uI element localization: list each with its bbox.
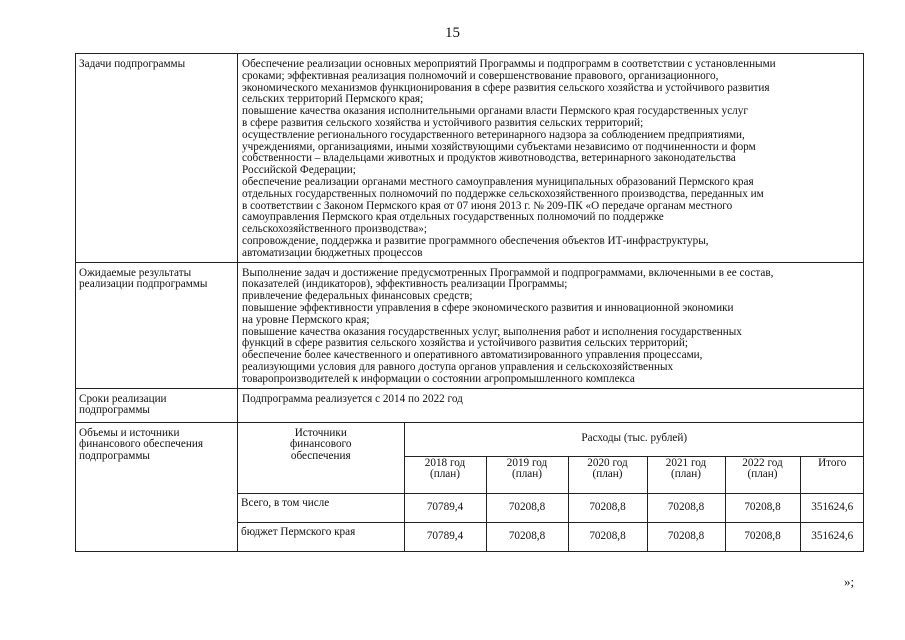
text-line: сроками; эффективная реализация полномочий и совершенствование правового, организационного, [242,69,719,82]
value-cell: 70208,8 [486,493,568,522]
finance-content [238,422,864,551]
text-line: сопровождение, поддержка и развитие программного обеспечения объектов ИТ-инфраструктуры, [242,234,709,247]
text-line: самоуправления Пермского края отдельных государственных полномочий по поддержке [242,211,664,224]
text-line: повышение качества оказания государственных услуг, выполнения работ и исполнения государственных [242,325,742,338]
text-line: сельскохозяйственного производства»; [242,223,427,236]
value-cell: 70208,8 [725,522,800,551]
row-label-total: Всего, в том числе [238,493,404,522]
value-cell: 70208,8 [568,493,647,522]
plan-label: (план) [671,468,701,481]
text-line: привлечение федеральных финансовых средств; [242,290,473,303]
text-line: повышение эффективности управления в сфере экономического развития и инновационной экономики [242,301,734,314]
text-line: собственности – владельцами животных и продуктов животноводства, ветеринарного законодательства [242,152,736,165]
row-terms [76,388,864,422]
year-header-2021 [647,456,725,493]
text-line: в сфере развития сельского хозяйства и устойчивого развития сельских территорий; [242,116,644,129]
value-cell: 70789,4 [404,522,486,551]
header-line: обеспечения [290,450,351,463]
text-line: обеспечение реализации органами местного самоуправления муниципальных образований Пермского края [242,175,754,188]
label-line: реализации подпрограммы [79,278,208,291]
total-cell: 351624,6 [800,493,864,522]
value-cell: 70208,8 [486,522,568,551]
results-label [76,262,238,388]
label-line: подпрограммы [79,450,150,463]
total-header: Итого [800,456,864,493]
label-line: Сроки реализации [79,392,167,405]
plan-label: (план) [512,468,542,481]
header-line: Источники [294,426,347,439]
text-line: Обеспечение реализации основных мероприятий Программы и подпрограмм в соответствии с установленными [242,58,776,70]
text-line: показателей (индикаторов), эффективность реализации Программы; [242,278,568,291]
text-line: товаропроизводителей к информации о состоянии агропромышленного комплекса [242,372,635,385]
row-finance [76,422,864,551]
text-line: реализующими условия для равного доступа органов управления и сельскохозяйственных [242,360,674,373]
value-cell: 70789,4 [404,493,486,522]
year-label: 2019 год [506,456,548,469]
table-row [238,493,864,522]
terms-content: Подпрограмма реализуется с 2014 по 2022 год [238,388,864,422]
year-label: 2022 год [742,456,783,469]
year-header-2022 [725,456,800,493]
value-cell: 70208,8 [647,522,725,551]
header-line: финансового [290,438,352,451]
row-results [76,262,864,388]
year-header-2019 [486,456,568,493]
finance-header-row [238,423,864,457]
text-line: функций в сфере развития сельского хозяйства и устойчивого развития сельских территорий; [242,337,688,350]
text-line: сельских территорий Пермского края; [242,93,424,106]
results-content [238,262,864,388]
page-number: 15 [445,25,460,41]
tasks-label: Задачи подпрограммы [76,54,238,263]
text-line: повышение качества оказания исполнительными органами власти Пермского края государственных услуг [242,105,748,118]
sources-header [238,423,404,494]
plan-label: (план) [747,468,778,481]
text-line: учреждениями, организациями, иными хозяйствующими субъектами независимо от подчиненности и форм [242,140,756,153]
value-cell: 70208,8 [568,522,647,551]
text-line: обеспечение более качественного и оперативного автоматизированного управления процессами, [242,349,703,362]
year-header-2020 [568,456,647,493]
value-cell: 70208,8 [647,493,725,522]
text-line: осуществление регионального государственного ветеринарного надзора за соблюдением предприятиями, [242,128,745,141]
subprogram-passport-table [75,53,864,552]
finance-label [76,422,238,551]
tasks-content [238,54,864,263]
finance-table [238,423,864,551]
table-row [238,522,864,551]
row-tasks [76,54,864,263]
expenses-header: Расходы (тыс. рублей) [404,423,864,457]
label-line: Ожидаемые результаты [79,266,192,279]
text-line: отдельных государственных полномочий по поддержке сельскохозяйственного производства, переданных им [242,187,764,200]
text-line: автоматизации бюджетных процессов [242,246,423,259]
terms-label [76,388,238,422]
year-label: 2021 год [665,456,707,469]
row-label-budget: бюджет Пермского края [238,522,404,551]
label-line: финансового обеспечения [79,438,203,451]
year-label: 2018 год [424,456,466,469]
label-line: Объемы и источники [79,426,180,439]
text-line: на уровне Пермского края; [242,313,370,326]
plan-label: (план) [430,468,460,481]
total-cell: 351624,6 [800,522,864,551]
year-label: 2020 год [587,456,628,469]
year-header-2018 [404,456,486,493]
text-line: Выполнение задач и достижение предусмотренных Программой и подпрограммами, включенными в ее состав, [242,266,774,279]
text-line: Российской Федерации; [242,164,356,177]
text-line: в соответствии с Законом Пермского края от 07 июня 2013 г. № 209-ПК «О передаче органам местного [242,199,733,212]
closing-quote: »; [844,574,855,589]
label-line: подпрограммы [79,404,150,417]
plan-label: (план) [592,468,623,481]
text-line: экономического механизмов функционирования в сфере развития сельского хозяйства и устойчивого развития [242,81,770,94]
value-cell: 70208,8 [725,493,800,522]
